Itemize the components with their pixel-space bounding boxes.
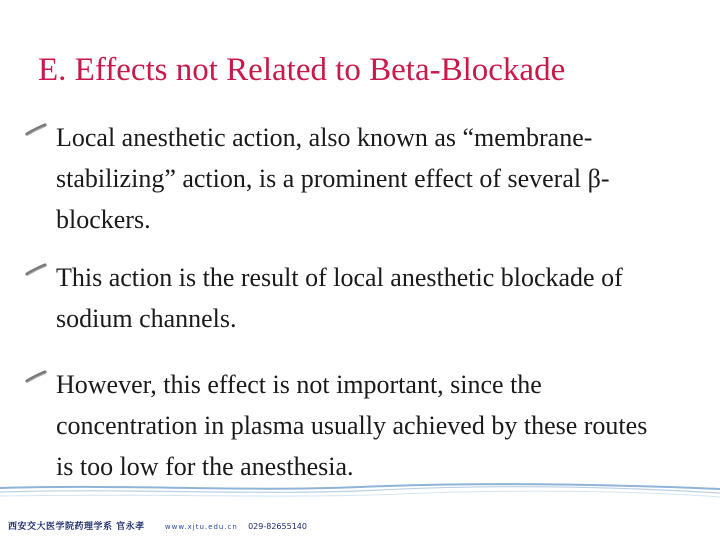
bullet-text: Local anesthetic action, also known as “membrane-stabilizing” action, is a prominent effect of several β-blockers. <box>56 123 610 234</box>
slide-title: E. Effects not Related to Beta-Blockade <box>38 52 566 88</box>
footer <box>8 518 307 534</box>
brush-stroke-bullet-icon <box>24 263 48 277</box>
footer-phone: 029-82655140 <box>248 521 307 531</box>
bullet-text: This action is the result of local anesthetic blockade of sodium channels. <box>56 263 623 333</box>
footer-organization: 西安交大医学院药理学系 官永孝 <box>8 521 145 532</box>
footer-wave-rule <box>0 478 720 508</box>
brush-stroke-bullet-icon <box>24 123 48 137</box>
bullet-text: However, this effect is not important, since the concentration in plasma usually achieved by these routes is too low for the anesthesia. <box>56 370 648 481</box>
brush-stroke-bullet-icon <box>24 370 48 384</box>
footer-url-link[interactable]: www.xjtu.edu.cn <box>164 522 238 531</box>
